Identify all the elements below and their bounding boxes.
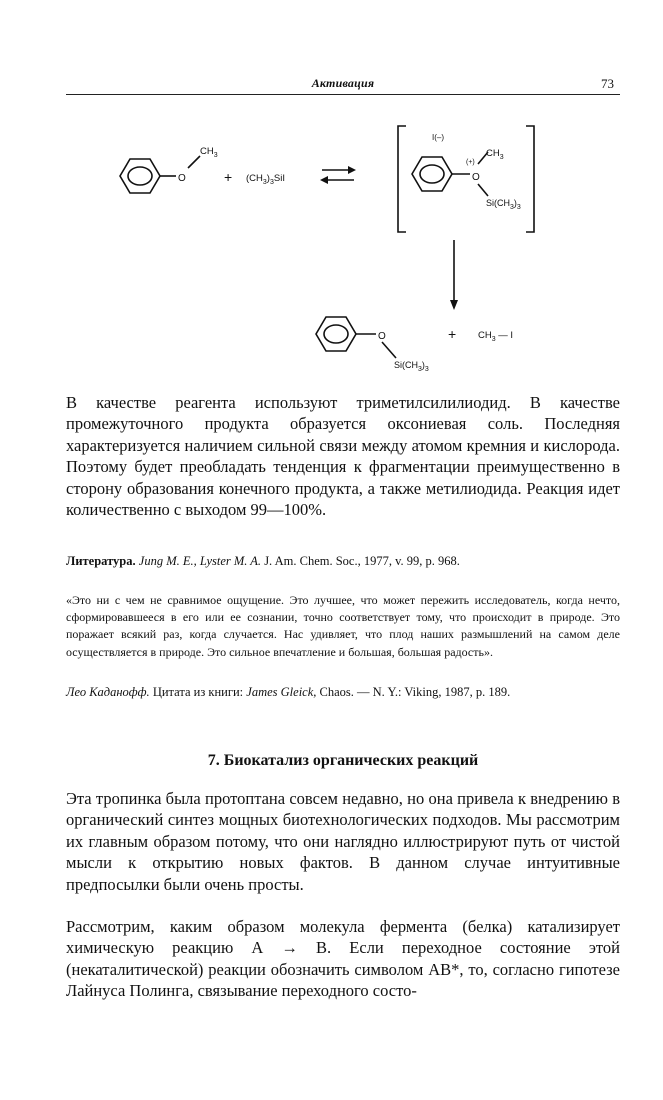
bond	[382, 342, 396, 358]
intermediate-oxygen: O	[472, 172, 480, 183]
intermediate-brackets	[398, 126, 534, 232]
literature-reference	[66, 554, 620, 569]
paragraph-text: Рассмотрим, каким образом молекула фермента (белка) катализирует химическую реакцию А → В. Если переходное состояние этой (некаталитической) реакции обозначить символом АВ*, то, согласно гипотезе Лайнуса Полинга, связывание переходного состо-	[66, 917, 620, 1001]
running-head: Активация	[311, 76, 375, 90]
benzene-ring	[120, 159, 160, 193]
body-paragraph-1	[66, 392, 620, 520]
aromatic-circle	[324, 325, 348, 343]
product-silyl: $Si(CH_3)_3$	[394, 360, 429, 372]
body-paragraph-3	[66, 916, 620, 1002]
intermediate-silyl: $Si(CH_3)_3$	[486, 198, 521, 211]
header-rule	[66, 94, 620, 95]
reagent-tmsi: $(CH_3)_3SiI$	[246, 173, 285, 186]
bond	[478, 184, 488, 196]
methyl-iodide: $CH_3$ — I	[478, 330, 514, 343]
product-oxygen: O	[378, 331, 386, 342]
intermediate-methyl: $CH_3$	[486, 148, 504, 161]
reactant-methyl: $CH_3$	[200, 146, 218, 159]
reference-authors: Jung M. E., Lyster M. A.	[138, 554, 262, 568]
reference-source: J. Am. Chem. Soc., 1977, v. 99, p. 968.	[264, 554, 460, 568]
book-author: James Gleick,	[246, 685, 317, 699]
plus-sign: +	[448, 326, 457, 342]
reaction-arrow-down	[450, 240, 458, 310]
benzene-ring	[412, 157, 452, 191]
reactant-anisole	[120, 156, 200, 193]
reactant-oxygen: O	[178, 173, 186, 184]
equilibrium-arrows	[320, 166, 356, 184]
quote-attribution	[66, 683, 620, 702]
bond	[188, 156, 200, 168]
paragraph-text: В качестве реагента используют триметилсилилиодид. В качестве промежуточного продукта образуется оксониевая соль. Последняя характеризуется наличием сильной связи между атомом кремния и кислорода. Поэтому будет преобладать тенденция к фрагментации преимущественно в сторону образования конечного продукта, а также метилиодида. Реакция идет количественно с выходом 99—100%.	[66, 393, 620, 520]
epigraph-quote: «Это ни с чем не сравнимое ощущение. Это лучшее, что может пережить исследователь, когда нечто, сформировавшееся в его или ее сознании, точно соответствует тому, что происходит в природе. Это поражает всякий раз, когда случается. Нас удивляет, что плод наших размышлений на самом деле осуществляется в природе. Это сильное впечатление и большая, большая радость».	[66, 593, 620, 659]
body-paragraph-2	[66, 788, 620, 895]
positive-charge: (+)	[466, 159, 475, 166]
quote-author: Лео Каданофф.	[66, 685, 150, 699]
section-title: 7. Биокатализ органических реакций	[207, 752, 479, 769]
paragraph-text: Эта тропинка была протоптана совсем недавно, но она привела к внедрению в органический синтез мощных биотехнологических подходов. Мы рассмотрим их главным образом потому, что они наглядно иллюстрируют путь от чистой мысли к открытию новых фактов. В данном случае интуитивные предпосылки были очень просты.	[66, 789, 620, 894]
iodide-anion: I(–)	[432, 133, 444, 142]
benzene-ring	[316, 317, 356, 351]
cite-prefix: Цитата из книги:	[152, 685, 244, 699]
book-title: Chaos. — N. Y.: Viking, 1987, p. 189.	[319, 685, 511, 699]
reference-lead: Литература.	[66, 554, 136, 568]
aromatic-circle	[420, 165, 444, 183]
page-header	[66, 74, 620, 96]
plus-sign: +	[224, 169, 233, 185]
aromatic-circle	[128, 167, 152, 185]
page-number: 73	[601, 76, 614, 91]
reaction-scheme	[100, 112, 560, 372]
